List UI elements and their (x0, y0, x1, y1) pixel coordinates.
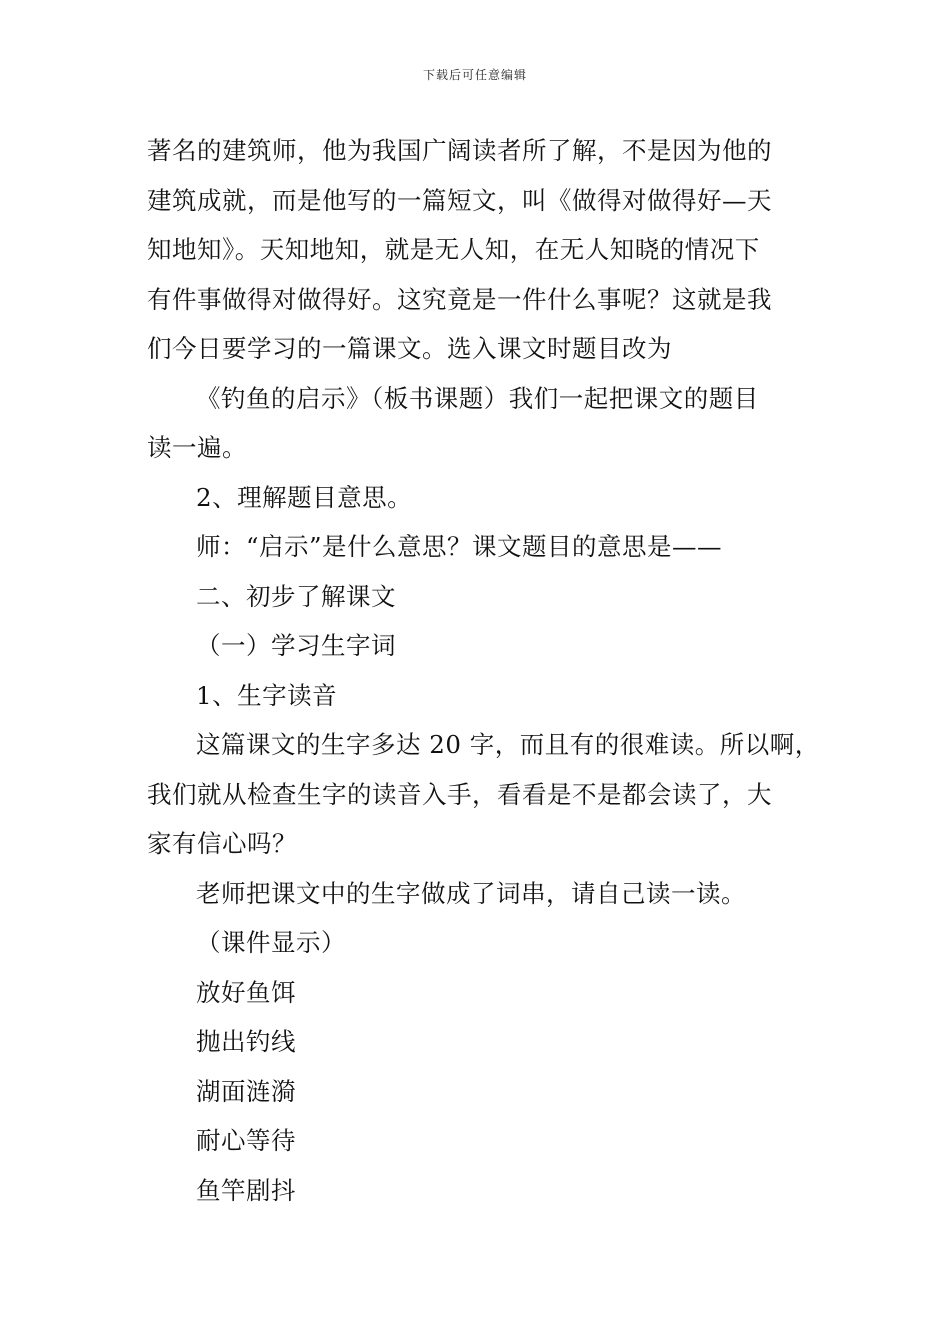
paragraph-line: 师：“启示”是什么意思？课文题目的意思是—— (196, 532, 723, 561)
paragraph-line: 家有信心吗？ (147, 829, 297, 858)
word-list-item: 湖面涟漪 (196, 1076, 296, 1106)
word-list-item: 鱼竿剧抖 (196, 1175, 296, 1205)
paragraph-line: 我们就从检查生字的读音入手，看看是不是都会读了，大 (147, 779, 772, 809)
word-list-item: 放好鱼饵 (196, 977, 296, 1007)
section-heading: 二、初步了解课文 (196, 581, 396, 611)
paragraph-line: 《钓鱼的启示》（板书课题）我们一起把课文的题目 (196, 383, 759, 413)
paragraph-line: 这篇课文的生字多达 20 字，而且有的很难读。所以啊， (196, 730, 820, 759)
paragraph-line: 们今日要学习的一篇课文。选入课文时题目改为 (147, 334, 672, 363)
section-heading: 2、理解题目意思。 (196, 482, 413, 512)
document-body (147, 126, 820, 1215)
paragraph-line: 老师把课文中的生字做成了词串，请自己读一读。 (196, 878, 746, 908)
paragraph-line: 建筑成就，而是他写的一篇短文，叫《做得对做得好—天 (147, 185, 772, 215)
paragraph-line: 有件事做得对做得好。这究竟是一件什么事呢？这就是我 (147, 284, 772, 314)
word-list-item: 抛出钓线 (196, 1027, 296, 1056)
page-header-note: 下载后可任意编辑 (422, 68, 527, 82)
section-heading: （一）学习生字词 (196, 631, 396, 660)
paragraph-line: 著名的建筑师，他为我国广阔读者所了解，不是因为他的 (147, 136, 772, 165)
word-list-item: 耐心等待 (196, 1126, 296, 1155)
paragraph-line: 读一遍。 (147, 433, 247, 462)
paragraph-line: （课件显示） (196, 928, 346, 957)
paragraph-line: 知地知》。天知地知，就是无人知，在无人知晓的情况下 (147, 235, 760, 264)
section-heading: 1、生字读音 (196, 680, 338, 710)
